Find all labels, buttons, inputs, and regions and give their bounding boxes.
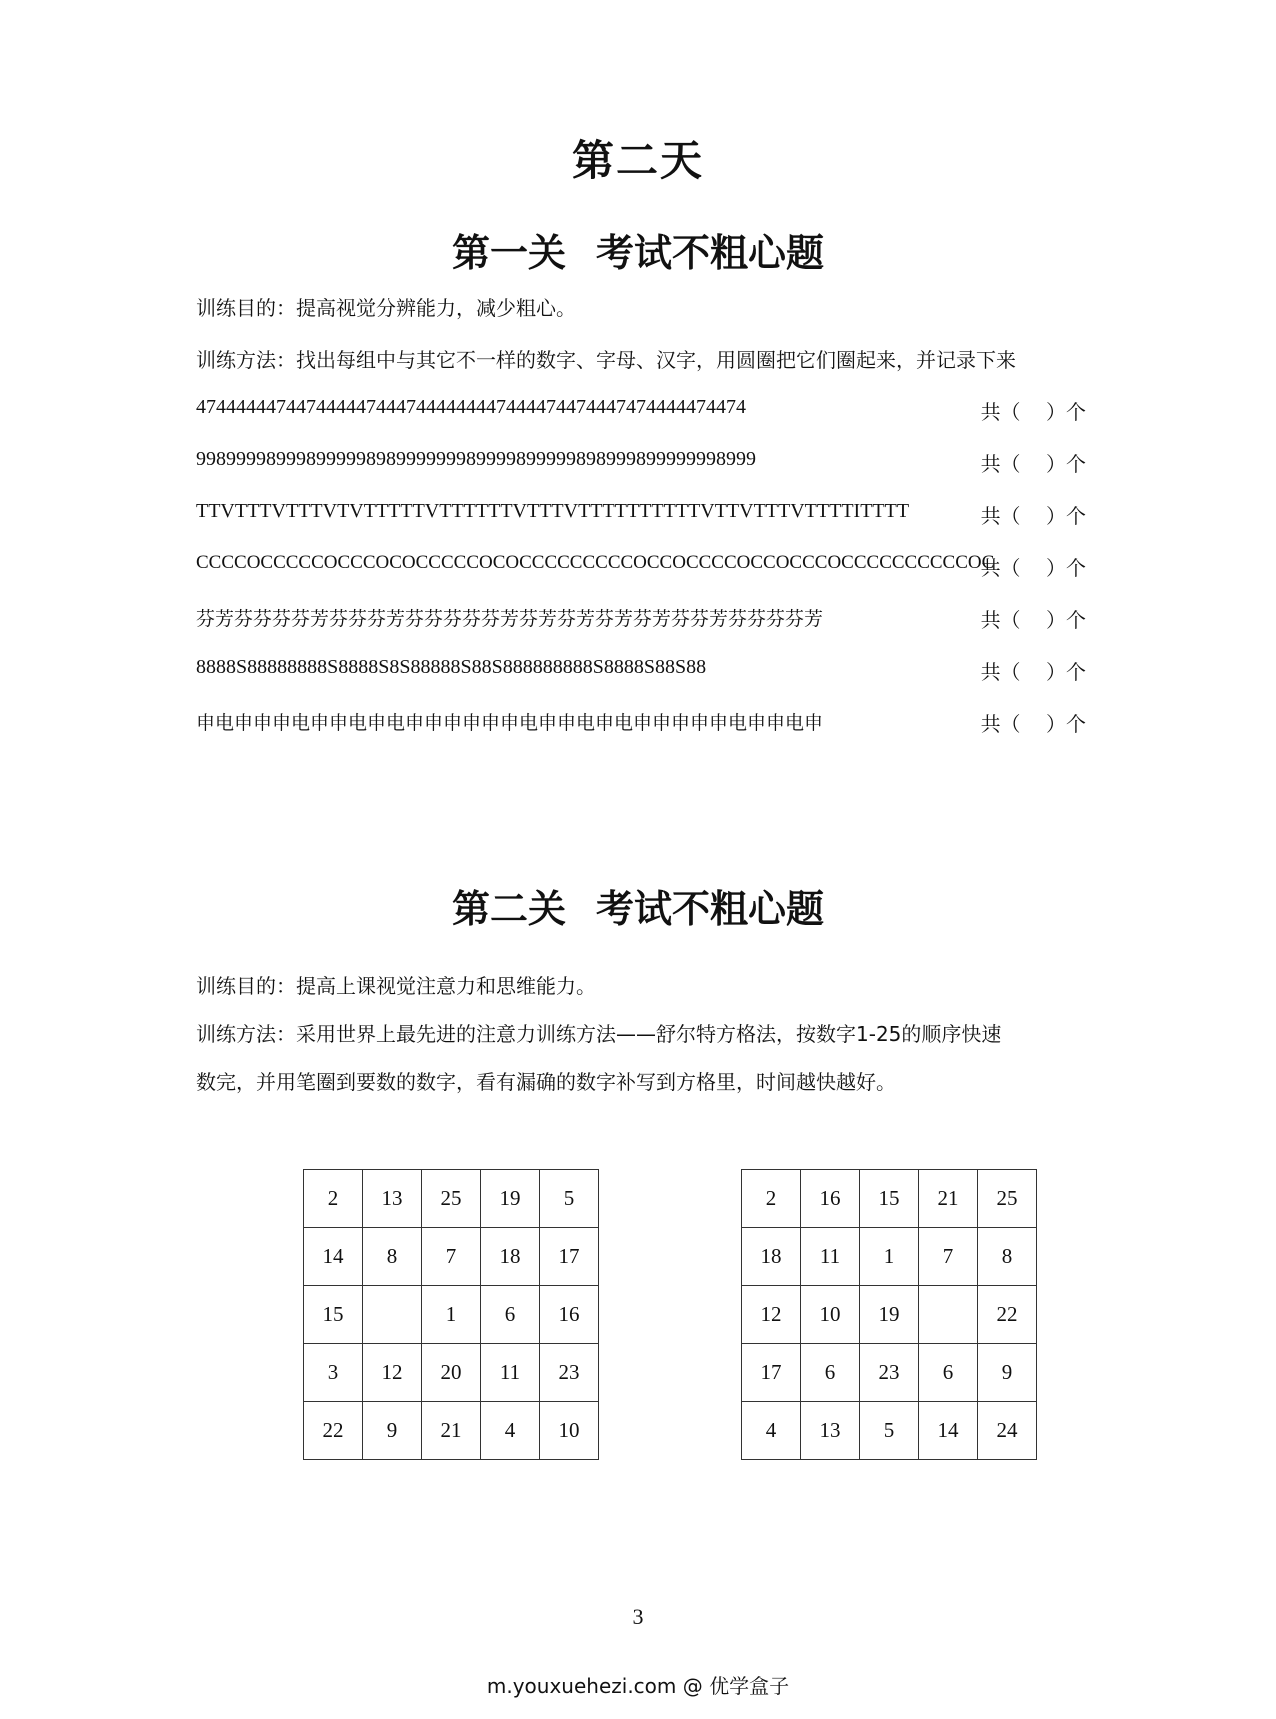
grid-cell[interactable]: 25 xyxy=(978,1170,1037,1228)
sequence-text: CCCCOCCCCCOCCCOCOCCCCCOCOCCCCCCCCCOCCOCCCCOCCOCCCOCCCCCCCCCCOC xyxy=(196,552,995,573)
grid-cell[interactable]: 7 xyxy=(919,1228,978,1286)
sequence-row-4 xyxy=(196,552,1086,582)
grid-cell[interactable]: 6 xyxy=(919,1344,978,1402)
grid-row xyxy=(304,1402,599,1460)
count-blank[interactable]: 共（ ）个 xyxy=(980,400,1086,424)
section1-title xyxy=(0,222,1276,277)
grid-cell[interactable]: 3 xyxy=(304,1344,363,1402)
sequence-row-6 xyxy=(196,656,1086,686)
grid-cell[interactable]: 15 xyxy=(860,1170,919,1228)
grid-cell[interactable]: 9 xyxy=(363,1402,422,1460)
grid-cell[interactable]: 22 xyxy=(304,1402,363,1460)
grid-cell-blank[interactable] xyxy=(919,1286,978,1344)
sequence-row-1 xyxy=(196,396,1086,426)
grid-row xyxy=(304,1344,599,1402)
grid-cell[interactable]: 8 xyxy=(363,1228,422,1286)
grid-cell[interactable]: 13 xyxy=(801,1402,860,1460)
grid-cell[interactable]: 5 xyxy=(860,1402,919,1460)
sequence-row-2 xyxy=(196,448,1086,478)
grid-cell[interactable]: 6 xyxy=(481,1286,540,1344)
grid-row xyxy=(742,1170,1037,1228)
grid-row xyxy=(304,1170,599,1228)
grid-cell[interactable]: 5 xyxy=(540,1170,599,1228)
grid-cell[interactable]: 17 xyxy=(742,1344,801,1402)
grid-cell[interactable]: 12 xyxy=(363,1344,422,1402)
section1-method: 训练方法：找出每组中与其它不一样的数字、字母、汉字，用圆圈把它们圈起来，并记录下来 xyxy=(196,348,1016,372)
sequence-row-5 xyxy=(196,604,1086,634)
grid-cell[interactable]: 1 xyxy=(860,1228,919,1286)
sequence-text: 芬芳芬芬芬芬芳芬芬芬芳芬芬芬芬芬芳芬芳芬芳芬芳芬芳芬芬芳芬芬芬芬芳 xyxy=(196,608,824,630)
page-number: 3 xyxy=(632,1604,644,1629)
grid-cell[interactable]: 19 xyxy=(481,1170,540,1228)
grid-cell[interactable]: 23 xyxy=(540,1344,599,1402)
grid-cell[interactable]: 8 xyxy=(978,1228,1037,1286)
grid-cell[interactable]: 9 xyxy=(978,1344,1037,1402)
grid-cell[interactable]: 24 xyxy=(978,1402,1037,1460)
sequence-text: TTVTTTVTTTVTVTTTTTVTTTTTTVTTTVTTTTTTTTTTVTTVTTTVTTTTITTTT xyxy=(196,500,910,522)
grid-row xyxy=(742,1344,1037,1402)
grid-cell[interactable]: 16 xyxy=(540,1286,599,1344)
grid-row xyxy=(304,1228,599,1286)
schulte-grid-left xyxy=(303,1169,599,1460)
sequence-text: 4744444474474444474447444444447444474474447474444474474 xyxy=(196,396,746,418)
section2-purpose: 训练目的：提高上课视觉注意力和思维能力。 xyxy=(196,974,596,998)
grid-cell[interactable]: 13 xyxy=(363,1170,422,1228)
grid-cell[interactable]: 22 xyxy=(978,1286,1037,1344)
grid-cell[interactable]: 4 xyxy=(481,1402,540,1460)
sequence-text: 8888S88888888S8888S8S88888S88S888888888S8888S88S88 xyxy=(196,656,707,678)
grid-row xyxy=(304,1286,599,1344)
count-blank[interactable]: 共（ ）个 xyxy=(980,660,1086,684)
grid-cell[interactable]: 6 xyxy=(801,1344,860,1402)
count-blank[interactable]: 共（ ）个 xyxy=(980,608,1086,632)
grid-cell[interactable]: 11 xyxy=(801,1228,860,1286)
section1-title-level: 第一关 xyxy=(451,231,566,275)
day-title: 第二天 xyxy=(571,136,704,185)
grid-cell[interactable]: 18 xyxy=(481,1228,540,1286)
count-blank[interactable]: 共（ ）个 xyxy=(980,712,1086,736)
count-blank[interactable]: 共（ ）个 xyxy=(980,556,1086,580)
grid-cell[interactable]: 11 xyxy=(481,1344,540,1402)
grid-row xyxy=(742,1402,1037,1460)
section2-title-level: 第二关 xyxy=(451,887,566,931)
footer-watermark: m.youxuehezi.com @ 优学盒子 xyxy=(486,1674,790,1698)
sequence-row-3 xyxy=(196,500,1086,530)
sequence-text: 申电申申申电申申电申电申申申申申申电申申电申电申申申申申电申申电申 xyxy=(196,712,824,734)
schulte-grid-right xyxy=(741,1169,1037,1460)
grid-cell[interactable]: 21 xyxy=(422,1402,481,1460)
grid-cell[interactable]: 23 xyxy=(860,1344,919,1402)
section2-method-line1: 训练方法：采用世界上最先进的注意力训练方法——舒尔特方格法，按数字1-25的顺序快速 xyxy=(196,1022,1002,1046)
count-blank[interactable]: 共（ ）个 xyxy=(980,504,1086,528)
grid-cell[interactable]: 25 xyxy=(422,1170,481,1228)
grid-cell[interactable]: 17 xyxy=(540,1228,599,1286)
grid-cell[interactable]: 12 xyxy=(742,1286,801,1344)
section1-title-name: 考试不粗心题 xyxy=(596,231,825,275)
section2-title xyxy=(0,878,1276,933)
grid-cell[interactable]: 16 xyxy=(801,1170,860,1228)
grid-cell[interactable]: 2 xyxy=(304,1170,363,1228)
grid-cell[interactable]: 14 xyxy=(919,1402,978,1460)
grid-cell[interactable]: 19 xyxy=(860,1286,919,1344)
grid-cell[interactable]: 14 xyxy=(304,1228,363,1286)
grid-cell[interactable]: 21 xyxy=(919,1170,978,1228)
grid-cell[interactable]: 10 xyxy=(540,1402,599,1460)
count-blank[interactable]: 共（ ）个 xyxy=(980,452,1086,476)
grid-cell[interactable]: 10 xyxy=(801,1286,860,1344)
grid-cell[interactable]: 15 xyxy=(304,1286,363,1344)
sequence-text: 99899998999899999898999999989999899999898999899999998999 xyxy=(196,448,756,470)
grid-cell[interactable]: 4 xyxy=(742,1402,801,1460)
grid-cell[interactable]: 20 xyxy=(422,1344,481,1402)
sequence-row-7 xyxy=(196,708,1086,738)
grid-cell-blank[interactable] xyxy=(363,1286,422,1344)
grid-row xyxy=(742,1286,1037,1344)
section2-method-line2: 数完，并用笔圈到要数的数字，看有漏确的数字补写到方格里，时间越快越好。 xyxy=(196,1070,896,1094)
section2-title-name: 考试不粗心题 xyxy=(596,887,825,931)
grid-cell[interactable]: 7 xyxy=(422,1228,481,1286)
grid-cell[interactable]: 18 xyxy=(742,1228,801,1286)
grid-cell[interactable]: 1 xyxy=(422,1286,481,1344)
grid-row xyxy=(742,1228,1037,1286)
grid-cell[interactable]: 2 xyxy=(742,1170,801,1228)
section1-purpose: 训练目的：提高视觉分辨能力，减少粗心。 xyxy=(196,296,576,320)
